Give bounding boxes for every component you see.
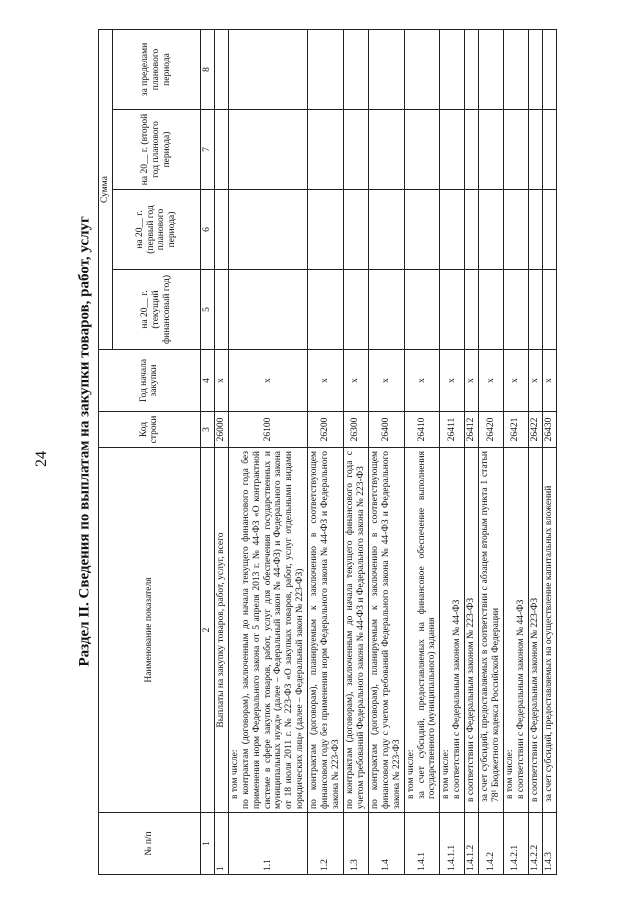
value-cell	[343, 110, 368, 190]
column-number: 2	[200, 448, 214, 813]
column-number: 4	[200, 350, 214, 412]
row-year: х	[368, 350, 404, 412]
value-cell	[308, 29, 344, 109]
header-sum: Сумма	[99, 29, 113, 349]
value-cell	[465, 190, 479, 270]
row-code: 26200	[308, 412, 344, 448]
header-num: № п/п	[99, 813, 201, 875]
value-cell	[214, 29, 228, 109]
row-year: х	[343, 350, 368, 412]
row-name: Выплаты на закупку товаров, работ, услуг, всего	[215, 532, 226, 728]
row-num: 1.4.1.1	[440, 813, 465, 875]
payments-table	[98, 29, 557, 875]
row-name: по контрактам (договорам), планируемым к заключению в соответствующем финансовом году с учетом требований Федерального закона № 44-ФЗ и Федерального закона № 223-ФЗ	[368, 448, 404, 813]
row-name: за счет субсидий, предоставляемых на осуществление капитальных вложений	[542, 448, 556, 813]
header-col6: на 20__ г. (первый год планового периода)	[112, 190, 200, 270]
row-code: 26411	[440, 412, 465, 448]
table-row	[465, 29, 479, 874]
row-code: 26430	[542, 412, 556, 448]
row-num: 1	[214, 813, 228, 875]
value-cell	[503, 190, 528, 270]
value-cell	[440, 110, 465, 190]
value-cell	[542, 190, 556, 270]
value-cell	[528, 270, 542, 350]
row-year: х	[465, 350, 479, 412]
page-number: 24	[33, 451, 50, 467]
row-year: х	[228, 350, 307, 412]
value-cell	[214, 270, 228, 350]
header-name: Наименование показателя	[99, 448, 201, 813]
value-cell	[503, 110, 528, 190]
table-row	[542, 29, 556, 874]
column-number: 3	[200, 412, 214, 448]
row-name: за счет субсидий, предоставляемых на финансовое обеспечение выполнения государственного (муниципального) задания	[416, 451, 438, 799]
value-cell	[308, 110, 344, 190]
row-subheading: в том числе:	[229, 749, 240, 799]
header-year: Год начала закупки	[99, 350, 201, 412]
row-code: 26420	[479, 412, 504, 448]
value-cell	[368, 29, 404, 109]
value-cell	[440, 270, 465, 350]
table-row	[228, 29, 307, 874]
column-numbers-row	[200, 29, 214, 874]
value-cell	[308, 190, 344, 270]
row-num: 1.1	[228, 813, 307, 875]
header-col8: за пределами планового периода	[112, 29, 200, 109]
table-row	[404, 29, 440, 874]
value-cell	[404, 190, 440, 270]
table-row	[368, 29, 404, 874]
value-cell	[479, 190, 504, 270]
value-cell	[542, 270, 556, 350]
row-year: х	[440, 350, 465, 412]
row-year: х	[479, 350, 504, 412]
row-year: х	[308, 350, 344, 412]
row-year: х	[528, 350, 542, 412]
value-cell	[228, 110, 307, 190]
row-num: 1.4.2.1	[503, 813, 528, 875]
row-num: 1.4	[368, 813, 404, 875]
row-name: в соответствии с Федеральным законом № 44-ФЗ	[515, 599, 526, 799]
table-row	[343, 29, 368, 874]
value-cell	[404, 110, 440, 190]
value-cell	[368, 270, 404, 350]
row-year: х	[404, 350, 440, 412]
row-num: 1.3	[343, 813, 368, 875]
value-cell	[214, 110, 228, 190]
header-col5: на 20__ г. (текущий финансовый год)	[112, 270, 200, 350]
row-year: х	[542, 350, 556, 412]
column-number: 6	[200, 190, 214, 270]
value-cell	[368, 190, 404, 270]
row-subheading: в том числе:	[405, 749, 416, 799]
column-number: 8	[200, 29, 214, 109]
row-num: 1.4.1	[404, 813, 440, 875]
row-name: по контрактам (договорам), заключенным до начала текущего финансового года с учетом требований Федерального закона № 44-ФЗ и Федерального закона № 223-ФЗ	[343, 448, 368, 813]
row-code: 26000	[214, 412, 228, 448]
value-cell	[479, 270, 504, 350]
value-cell	[528, 29, 542, 109]
value-cell	[343, 270, 368, 350]
row-num: 1.4.2	[479, 813, 504, 875]
value-cell	[479, 110, 504, 190]
value-cell	[465, 270, 479, 350]
row-num: 1.4.3	[542, 813, 556, 875]
row-name: за счет субсидий, предоставляемых в соответствии с абзацем вторым пункта 1 статьи 78¹ Бюджетного кодекса Российской Федерации	[479, 448, 504, 813]
row-code: 26300	[343, 412, 368, 448]
header-code: Код строки	[99, 412, 201, 448]
row-num: 1.4.1.2	[465, 813, 479, 875]
value-cell	[440, 190, 465, 270]
value-cell	[404, 270, 440, 350]
value-cell	[308, 270, 344, 350]
value-cell	[528, 110, 542, 190]
table-row	[214, 29, 228, 874]
value-cell	[542, 110, 556, 190]
row-code: 26100	[228, 412, 307, 448]
value-cell	[228, 190, 307, 270]
value-cell	[368, 110, 404, 190]
row-code: 26400	[368, 412, 404, 448]
row-name: в соответствии с Федеральным законом № 223-ФЗ	[528, 448, 542, 813]
row-subheading: в том числе:	[441, 749, 452, 799]
value-cell	[503, 270, 528, 350]
row-name: по контрактам (договорам), планируемым к заключению в соответствующем финансовом году без применения норм Федерального закона № 44-ФЗ и Федерального закона № 223-ФЗ	[308, 448, 344, 813]
value-cell	[228, 270, 307, 350]
header-col7: на 20__ г. (второй год планового периода)	[112, 110, 200, 190]
table-row	[479, 29, 504, 874]
value-cell	[465, 110, 479, 190]
value-cell	[343, 29, 368, 109]
value-cell	[404, 29, 440, 109]
row-code: 26410	[404, 412, 440, 448]
column-number: 7	[200, 110, 214, 190]
row-year: х	[503, 350, 528, 412]
row-num: 1.2	[308, 813, 344, 875]
row-code: 26412	[465, 412, 479, 448]
row-name: в соответствии с Федеральным законом № 223-ФЗ	[465, 448, 479, 813]
value-cell	[214, 190, 228, 270]
section-title: Раздел II. Сведения по выплатам на закупки товаров, работ, услуг	[76, 216, 93, 667]
value-cell	[228, 29, 307, 109]
value-cell	[343, 190, 368, 270]
column-number: 1	[200, 813, 214, 875]
row-name: по контрактам (договорам), заключенным до начала текущего финансового года без применения норм Федерального закона от 5 апреля 2013 г. № 44-ФЗ «О контрактной системе в сфере закупок товаров, работ, услуг для обеспечения государственных и муниципальных нужд» (далее – Федеральный закон № 44-ФЗ) и Федерального закона от 18 июля 2011 г. № 223-ФЗ «О закупках товаров, работ, услуг отдельными видами юридических лиц» (далее – Федеральный закон № 223-ФЗ)	[240, 451, 306, 809]
row-num: 1.4.2.2	[528, 813, 542, 875]
value-cell	[528, 190, 542, 270]
row-code: 26422	[528, 412, 542, 448]
value-cell	[440, 29, 465, 109]
row-year: х	[214, 350, 228, 412]
table-row	[308, 29, 344, 874]
table-row	[528, 29, 542, 874]
row-name: в соответствии с Федеральным законом № 44-ФЗ	[452, 599, 463, 799]
table-row	[440, 29, 465, 874]
value-cell	[503, 29, 528, 109]
value-cell	[465, 29, 479, 109]
column-number: 5	[200, 270, 214, 350]
value-cell	[542, 29, 556, 109]
table-wrapper	[98, 30, 618, 875]
row-subheading: в том числе:	[504, 749, 515, 799]
row-code: 26421	[503, 412, 528, 448]
table-row	[503, 29, 528, 874]
value-cell	[479, 29, 504, 109]
